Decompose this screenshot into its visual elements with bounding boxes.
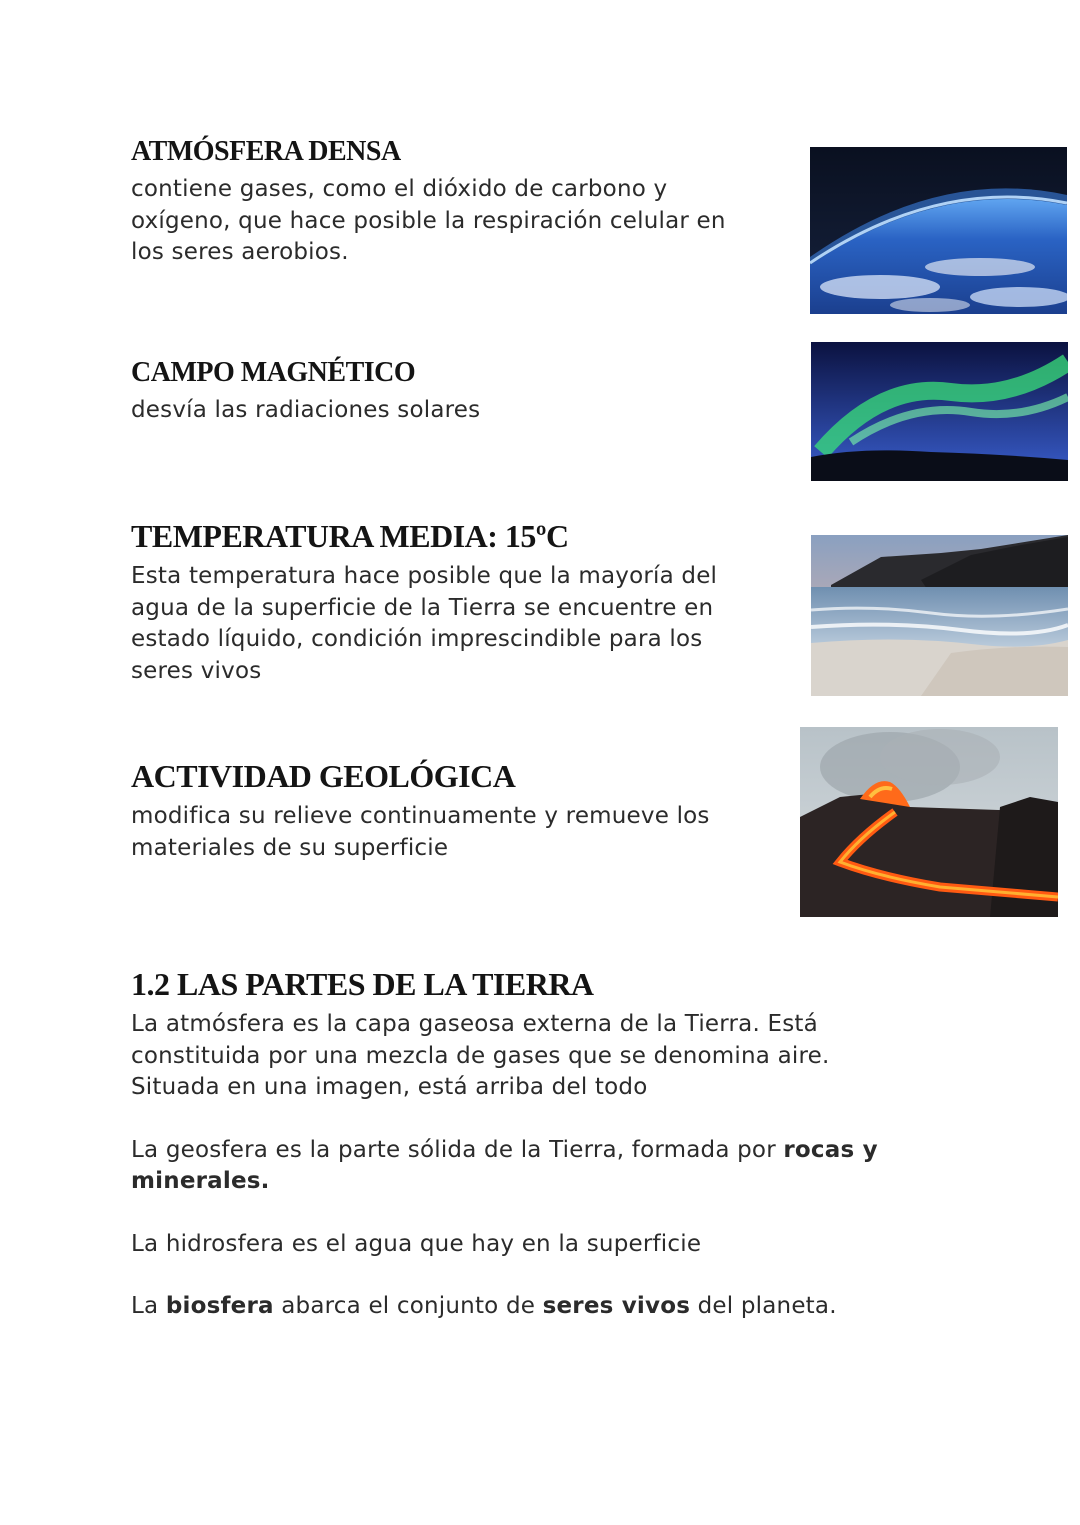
- section-partes-tierra: [131, 966, 971, 1323]
- aurora-photo: [811, 342, 1068, 481]
- section-title: 1.2 LAS PARTES DE LA TIERRA: [131, 966, 594, 1002]
- earth-atmosphere-photo: [810, 147, 1067, 314]
- paragraph-geosfera: La geosfera es la parte sólida de la Tierra, formada por rocas y minerales.: [131, 1136, 878, 1194]
- section-title: TEMPERATURA MEDIA: 15ºC: [131, 518, 569, 554]
- volcano-photo: [800, 727, 1058, 917]
- section-campo-magnetico: [131, 357, 480, 427]
- section-temperatura-media: [131, 518, 717, 687]
- section-title: ATMÓSFERA DENSA: [131, 136, 401, 167]
- section-description: desvía las radiaciones solares: [131, 397, 481, 423]
- paragraph-hidrosfera: La hidrosfera es el agua que hay en la superficie: [131, 1230, 702, 1257]
- paragraph-atmosfera: La atmósfera es la capa gaseosa externa de la Tierra. Está constituida por una mezcla de gases que se denomina aire. Situada en una imagen, está arriba del todo: [131, 1011, 830, 1100]
- section-description: contiene gases, como el dióxido de carbono y oxígeno, que hace posible la respiración celular en los seres aerobios.: [131, 176, 726, 265]
- section-description: modifica su relieve continuamente y remueve los materiales de su superficie: [131, 803, 710, 861]
- section-actividad-geologica: [131, 758, 710, 864]
- section-atmosfera-densa: [131, 136, 726, 269]
- beach-photo: [811, 535, 1068, 696]
- section-title: CAMPO MAGNÉTICO: [131, 357, 416, 388]
- paragraph-biosfera: La biosfera abarca el conjunto de seres vivos del planeta.: [131, 1293, 837, 1319]
- section-description: Esta temperatura hace posible que la mayoría del agua de la superficie de la Tierra se encuentre en estado líquido, condición imprescindible para los seres vivos: [131, 563, 718, 684]
- section-title: ACTIVIDAD GEOLÓGICA: [131, 758, 516, 794]
